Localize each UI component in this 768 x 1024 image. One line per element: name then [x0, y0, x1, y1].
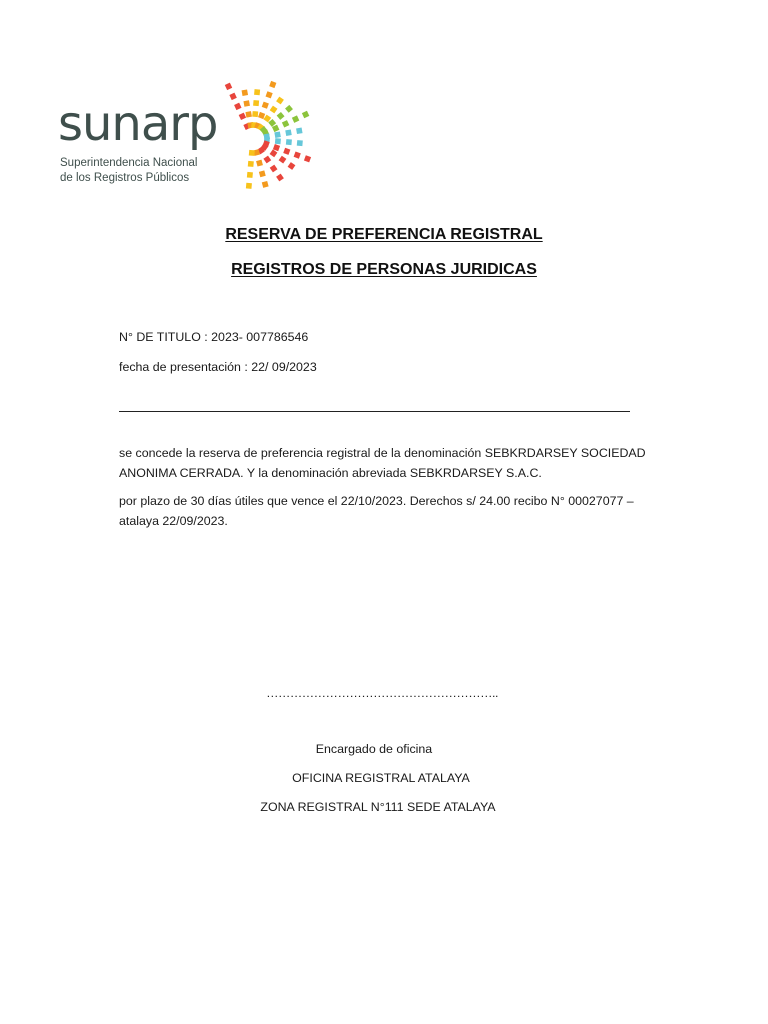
body-paragraph-1: se concede la reserva de preferencia registral de la denominación SEBKRDARSEY SOCIEDAD ANONIMA CERRADA. Y la denominación abreviada SEBKRDARSEY S.A.C. [119, 446, 646, 480]
logo-ray-square [249, 150, 255, 156]
logo-ray-square [243, 100, 249, 106]
logo-ray-square [270, 165, 278, 173]
signature-office: OFICINA REGISTRAL ATALAYA [292, 771, 470, 785]
logo-subtitle-line2: de los Registros Públicos [60, 172, 190, 184]
logo-subtitle [60, 156, 197, 186]
logo-ray-square [234, 103, 241, 110]
logo-ray-square [274, 131, 280, 137]
logo-ray-square [242, 89, 248, 95]
logo-ray-square [285, 105, 293, 113]
separator-line [119, 411, 630, 412]
document-title-text: RESERVA DE PREFERENCIA REGISTRAL [225, 226, 543, 243]
logo-ray-square [256, 160, 263, 167]
logo-ray-square [262, 181, 269, 188]
document-title [0, 226, 768, 244]
logo-ray-square [270, 106, 278, 114]
logo-ray-square [239, 113, 246, 120]
logo-ray-square [279, 156, 287, 164]
logo-ray-square [297, 140, 303, 146]
logo-ray-square [262, 102, 269, 109]
logo-ray-square [270, 149, 278, 157]
logo-ray-square [302, 111, 309, 118]
signature-zone: ZONA REGISTRAL N°111 SEDE ATALAYA [260, 800, 496, 814]
logo-ray-square [276, 97, 284, 105]
logo-ray-square [275, 138, 281, 144]
logo-ray-square [273, 144, 280, 151]
logo-ray-square [292, 115, 299, 122]
logo-ray-square [277, 112, 285, 120]
logo-ray-square [304, 155, 311, 162]
signature-line: ………………………………………………….. [266, 686, 498, 700]
signature-role: Encargado de oficina [315, 742, 433, 756]
logo-wordmark: sunarp [58, 96, 218, 152]
presentation-date: fecha de presentación : 22/ 09/2023 [119, 360, 317, 374]
logo-ray-square [246, 183, 252, 189]
logo-ray-square [276, 174, 284, 182]
logo-ray-square [253, 100, 259, 106]
logo-ray-square [248, 161, 254, 167]
logo-subtitle-line1: Superintendencia Nacional [60, 157, 198, 169]
logo-ray-square [225, 83, 232, 90]
logo-ray-square [252, 111, 258, 117]
logo-ray-square [286, 139, 292, 145]
logo-ray-square [288, 162, 296, 170]
logo-ray-square [247, 172, 253, 178]
logo-ray-square [294, 152, 301, 159]
logo-ray-square [254, 89, 260, 95]
logo-ray-square [296, 128, 302, 134]
document-subtitle-text: REGISTROS DE PERSONAS JURIDICAS [231, 261, 537, 278]
logo-ray-square [285, 129, 291, 135]
sunarp-logo [58, 44, 313, 196]
logo-ray-square [263, 156, 271, 164]
document-subtitle [0, 261, 768, 279]
titulo-number: N° DE TITULO : 2023- 007786546 [119, 330, 309, 344]
logo-ray-square [229, 93, 236, 100]
logo-ray-square [245, 111, 251, 117]
logo-ray-square [258, 112, 265, 119]
logo-ray-square [282, 120, 289, 127]
body-paragraph-2: por plazo de 30 días útiles que vence el 22/10/2023. Derechos s/ 24.00 recibo N° 00027077 – atalaya 22/09/2023. [119, 494, 634, 528]
logo-ray-square [266, 91, 273, 98]
logo-ray-square [269, 81, 276, 88]
logo-ray-square [259, 170, 266, 177]
logo-ray-square [283, 148, 290, 155]
